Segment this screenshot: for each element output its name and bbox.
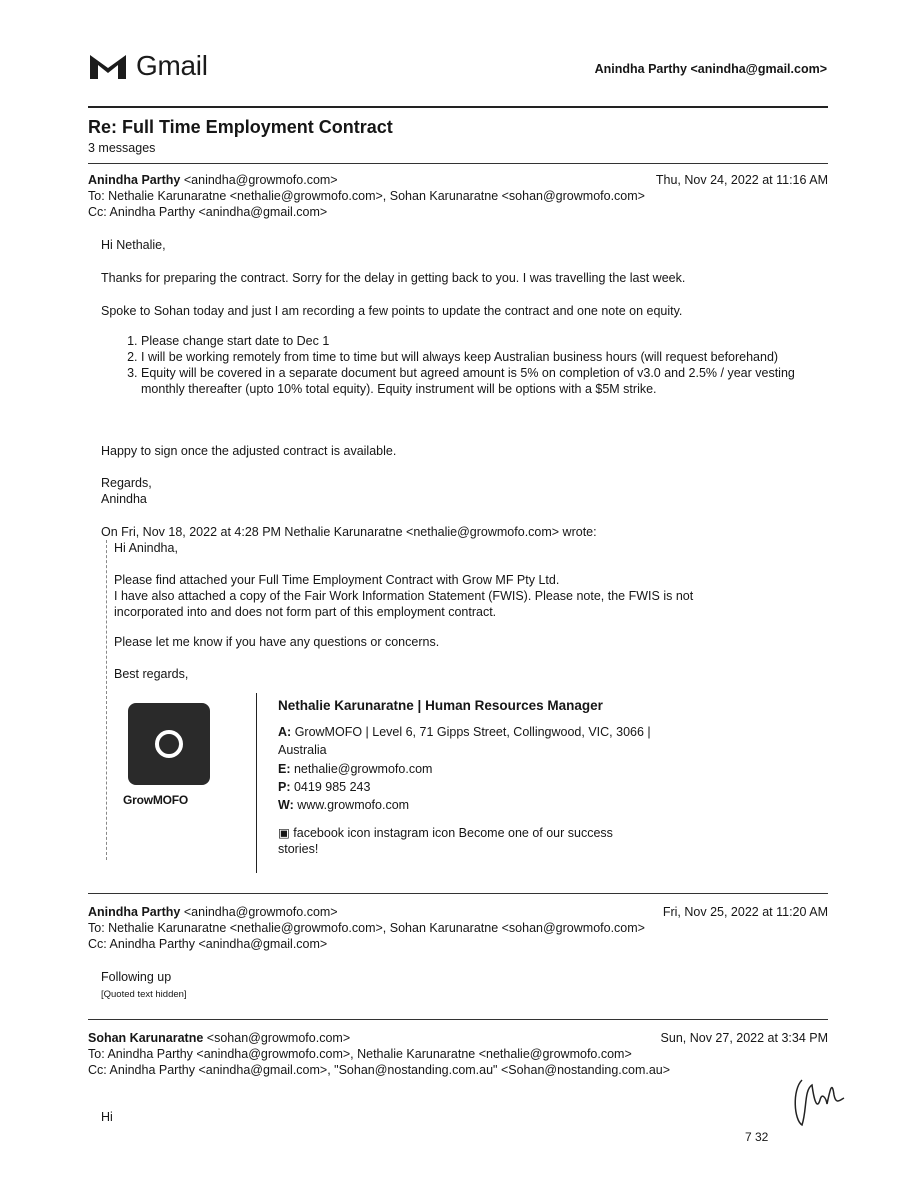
message-header [88, 1030, 828, 1078]
cc-line: Cc: Anindha Parthy <anindha@gmail.com>, "Sohan@nostanding.com.au" <Sohan@nostanding.com.au> [88, 1063, 671, 1077]
quote-header: On Fri, Nov 18, 2022 at 4:28 PM Nethalie Karunaratne <nethalie@growmofo.com> wrote: [101, 525, 597, 539]
sender-name: Anindha Parthy [88, 905, 181, 919]
cc-line: Cc: Anindha Parthy <anindha@gmail.com> [88, 205, 328, 219]
sender-name: Anindha Parthy [88, 173, 181, 187]
signature-divider [256, 693, 257, 873]
to-line: To: Nethalie Karunaratne <nethalie@growmofo.com>, Sohan Karunaratne <sohan@growmofo.com> [88, 189, 645, 203]
gmail-logo [88, 50, 208, 82]
page-number: 7 32 [745, 1130, 769, 1144]
greeting: Hi Nethalie, [101, 238, 166, 252]
signature-social: ▣ facebook icon instagram icon Become one of our success stories! [278, 826, 613, 856]
quote-closing: Best regards, [114, 667, 189, 681]
message-paragraph: Thanks for preparing the contract. Sorry for the delay in getting back to you. I was travelling the last week. [101, 271, 686, 285]
growmofo-icon [153, 728, 185, 760]
message-divider [88, 1019, 828, 1020]
list-item: 1. Please change start date to Dec 1 [141, 333, 801, 349]
signoff-line: Anindha [101, 492, 147, 506]
quote-greeting: Hi Anindha, [114, 541, 178, 555]
quoted-text-hidden[interactable]: [Quoted text hidden] [101, 989, 187, 1000]
signature-phone: P: 0419 985 243 [278, 780, 371, 794]
cc-line: Cc: Anindha Parthy <anindha@gmail.com> [88, 937, 328, 951]
broken-image-icon: ▣ [278, 826, 290, 840]
message-body: Hi [101, 1110, 113, 1124]
list-item: 2. I will be working remotely from time to time but will always keep Australian business hours (will request beforehand) [141, 349, 801, 365]
signature-address: A: GrowMOFO | Level 6, 71 Gipps Street, Collingwood, VIC, 3066 | Australia [278, 725, 651, 757]
sender-email: <anindha@growmofo.com> [183, 905, 338, 919]
thread-subject: Re: Full Time Employment Contract [88, 117, 393, 137]
message-date: Sun, Nov 27, 2022 at 3:34 PM [660, 1031, 828, 1045]
sender-name: Sohan Karunaratne [88, 1031, 204, 1045]
growmofo-logo [128, 703, 210, 785]
message-date: Fri, Nov 25, 2022 at 11:20 AM [662, 905, 828, 919]
gmail-wordmark: Gmail [136, 50, 208, 81]
quote-paragraph: Please let me know if you have any questions or concerns. [114, 635, 440, 649]
to-line: To: Nethalie Karunaratne <nethalie@growmofo.com>, Sohan Karunaratne <sohan@growmofo.com> [88, 921, 645, 935]
message-header [88, 904, 828, 952]
message-count: 3 messages [88, 141, 156, 155]
message-divider [88, 163, 828, 164]
message-body [101, 237, 821, 253]
quote-paragraph: I have also attached a copy of the Fair Work Information Statement (FWIS). Please note, the FWIS is not incorporated into and does not form part of this employment contract. [114, 589, 694, 619]
handwritten-signature [782, 1070, 852, 1133]
message-date: Thu, Nov 24, 2022 at 11:16 AM [655, 173, 828, 187]
message-body: Following up [101, 970, 172, 984]
header-divider [88, 106, 828, 108]
update-points-list [101, 333, 801, 397]
message-divider [88, 893, 828, 894]
sender-email: <anindha@growmofo.com> [183, 173, 338, 187]
message-paragraph: Spoke to Sohan today and just I am recording a few points to update the contract and one note on equity. [101, 304, 683, 318]
signature-name: Nethalie Karunaratne | Human Resources Manager [278, 698, 603, 713]
regards-line: Regards, [101, 476, 152, 490]
quote-paragraph: Please find attached your Full Time Employment Contract with Grow MF Pty Ltd. [114, 573, 560, 587]
signature-website[interactable]: W: www.growmofo.com [278, 798, 410, 812]
sender-email: <sohan@growmofo.com> [206, 1031, 351, 1045]
growmofo-brand: GrowMOFO [123, 793, 189, 807]
gmail-m-icon [88, 51, 128, 81]
message-paragraph: Happy to sign once the adjusted contract is available. [101, 444, 397, 458]
account-address: Anindha Parthy <anindha@gmail.com> [594, 62, 827, 76]
message-header [88, 172, 828, 220]
list-item: 3. Equity will be covered in a separate document but agreed amount is 5% on completion of v3.0 and 2.5% / year vesting monthly thereafter (upto 10% total equity). Equity instrument will be options with a $5M strike. [141, 365, 801, 397]
to-line: To: Anindha Parthy <anindha@growmofo.com>, Nethalie Karunaratne <nethalie@growmofo.com> [88, 1047, 632, 1061]
signature-email[interactable]: E: nethalie@growmofo.com [278, 762, 433, 776]
quote-bar [106, 540, 111, 860]
